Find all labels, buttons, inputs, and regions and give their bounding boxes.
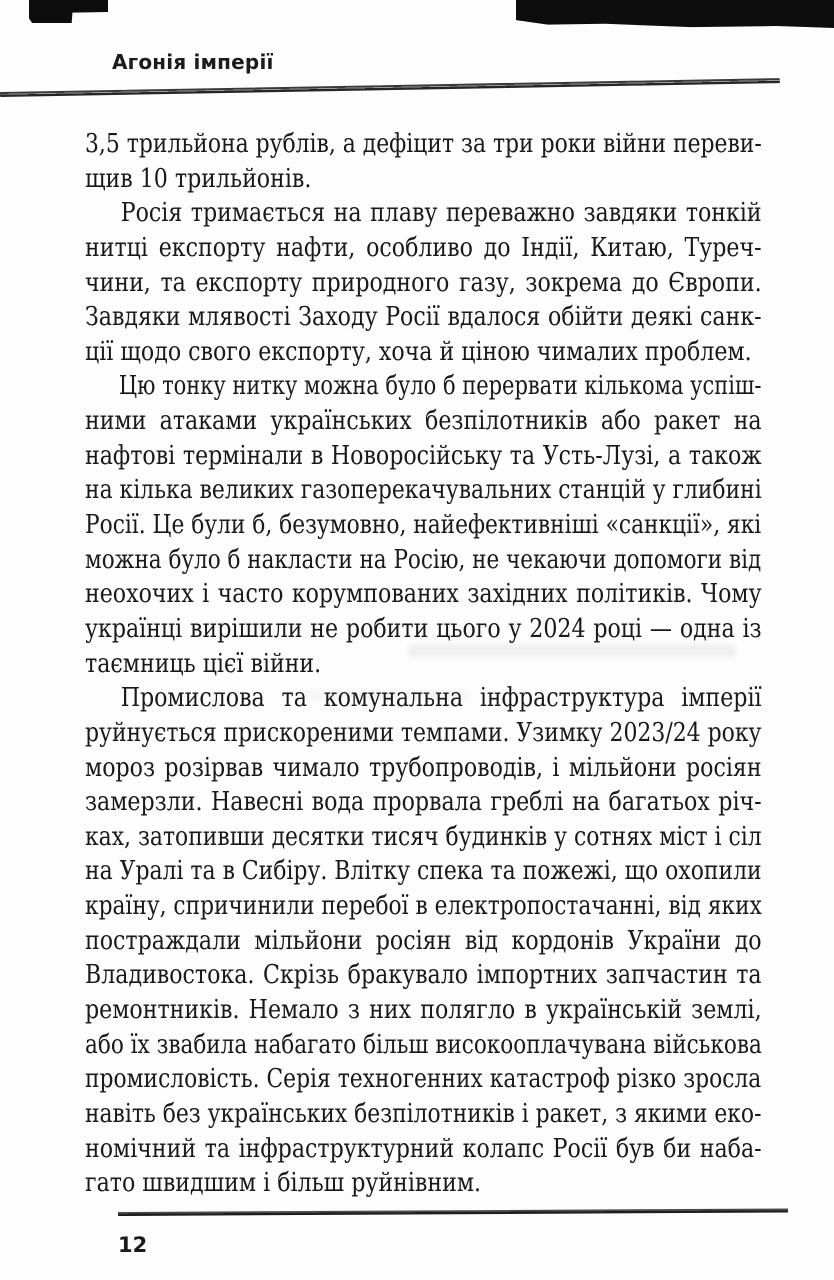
text-line: руйнується прискореними темпами. Узимку 2023/24 року	[85, 717, 762, 748]
text-line: на Уралі та в Сибіру. Влітку спека та пожежі, що охопили	[85, 856, 762, 887]
text-line: Цю тонку нитку можна було б перервати кількома успіш-	[118, 371, 762, 402]
text-line: замерзли. Навесні вода прорвала греблі на багатьох річ-	[85, 787, 762, 818]
text-line: ках, затопивши десятки тисяч будинків у сотнях міст і сіл	[85, 821, 762, 852]
text-line: Завдяки млявості Заходу Росії вдалося обійти деякі санк-	[85, 302, 762, 333]
text-line: 3,5 трильйона рублів, а дефіцит за три роки війни переви-	[85, 129, 762, 159]
text-line: або їх звабила набагато більш високооплачувана військова	[85, 1029, 762, 1060]
scan-artifact-top-left	[29, 0, 108, 23]
text-line: країну, спричинили перебої в електропостачанні, від яких	[85, 891, 762, 922]
text-line: ції щодо свого експорту, хоча й ціною чималих проблем.	[85, 336, 752, 367]
bleedthrough-smudge	[408, 644, 736, 657]
text-line: промисловість. Серія техногенних катастроф різко зросла	[85, 1064, 762, 1095]
text-line: нитці експорту нафти, особливо до Індії, Китаю, Туреч-	[85, 232, 762, 263]
text-line: українці вирішили не робити цього у 2024 році — одна із	[85, 613, 762, 644]
text-line: навіть без українських безпілотників і ракет, з якими еко-	[85, 1098, 762, 1129]
text-line: можна було б накласти на Росію, не чекаючи допомоги від	[85, 544, 762, 575]
text-line: постраждали мільйони росіян від кордонів України до	[85, 925, 762, 956]
text-line: щив 10 трильйонів.	[85, 163, 312, 194]
text-line: Промислова та комунальна інфраструктура імперії	[120, 683, 762, 714]
running-header-title: Агонія імперії	[112, 50, 274, 74]
bleedthrough-smudge	[300, 690, 470, 700]
header-rule	[0, 78, 780, 97]
scan-artifact-top-right	[516, 0, 834, 28]
text-line: ремонтників. Немало з них полягло в українській землі,	[85, 995, 762, 1026]
text-line: гато швидшим і більш руйнівним.	[85, 1168, 482, 1199]
footer-rule	[118, 1208, 788, 1216]
text-line: на кілька великих газоперекачувальних станцій у глибині	[85, 475, 762, 506]
text-line: ними атаками українських безпілотників або ракет на	[85, 406, 762, 437]
text-line: нафтові термінали в Новоросійську та Усть-Лузі, а також	[85, 440, 762, 471]
text-line: Росія тримається на плаву переважно завдяки тонкій	[120, 198, 762, 229]
text-line: таємниць цієї війни.	[85, 648, 322, 679]
text-line: чини, та експорту природного газу, зокрема до Європи.	[85, 267, 762, 298]
text-line: Владивостока. Скрізь бракувало імпортних запчастин та	[85, 960, 762, 991]
text-line: номічний та інфраструктурний колапс Росії був би наба-	[85, 1133, 762, 1164]
text-line: неохочих і часто корумпованих західних політиків. Чому	[85, 579, 762, 610]
page-number: 12	[118, 1233, 148, 1257]
text-line: мороз розірвав чимало трубопроводів, і мільйони росіян	[85, 752, 762, 783]
body-text-block	[85, 127, 762, 1201]
text-line: Росії. Це були б, безумовно, найефективніші «санкції», які	[85, 510, 762, 541]
